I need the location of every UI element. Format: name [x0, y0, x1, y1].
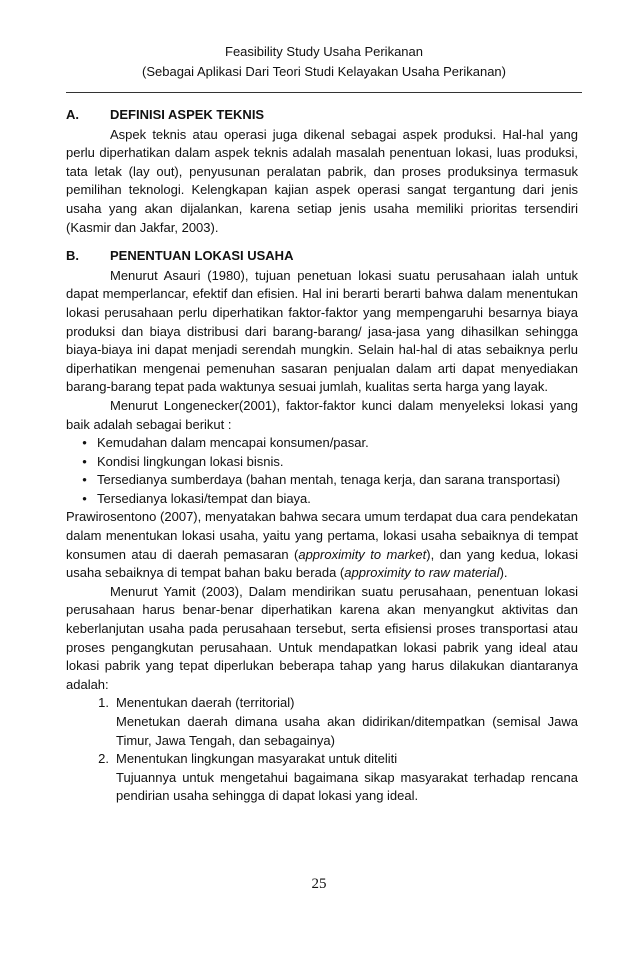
step-description: Tujuannya untuk mengetahui bagaimana sikap masyarakat terhadap rencana pendirian usaha sehingga di dapat lokasi yang ideal. [116, 769, 578, 804]
location-steps-list [66, 694, 578, 806]
section-a-paragraph: Aspek teknis atau operasi juga dikenal sebagai aspek produksi. Hal-hal yang perlu diperhatikan dalam aspek teknis adalah masalah penentuan lokasi, luas produksi, tata letak (lay out), penyusunan peralatan pabrik, dan proses produksinya termasuk pemilihan teknologi. Kelengkapan kajian aspek operasi sangat tergantung dari jenis usaha yang akan dijalankan, karena setiap jenis usaha memiliki prioritas tersendiri (Kasmir dan Jakfar, 2003). [66, 126, 578, 235]
section-b-paragraph-3 [66, 508, 578, 582]
section-b-letter: B. [66, 248, 79, 264]
italic-term: approximity to market [298, 546, 427, 562]
section-a-heading [66, 106, 578, 125]
running-header-subtitle: (Sebagai Aplikasi Dari Teori Studi Kelayakan Usaha Perikanan) [142, 64, 506, 79]
page-body [66, 106, 578, 806]
section-b-paragraph-2: Menurut Longenecker(2001), faktor-faktor kunci dalam menyeleksi lokasi yang baik adalah sebagai berikut : [66, 397, 578, 432]
list-item [66, 750, 578, 769]
step-title: Menentukan lingkungan masyarakat untuk diteliti [116, 751, 398, 767]
italic-term: approximity to raw material [344, 565, 500, 581]
step-number: 2. [98, 751, 109, 767]
step-number: 1. [98, 695, 109, 711]
section-b-title: PENENTUAN LOKASI USAHA [110, 248, 294, 264]
section-a-letter: A. [66, 107, 79, 122]
section-b-heading [66, 247, 578, 266]
bullet-icon: • [82, 472, 87, 488]
paragraph-text: ). [499, 565, 508, 581]
location-factors-list [66, 434, 578, 508]
list-item [66, 453, 578, 472]
step-description: Menetukan daerah dimana usaha akan didirikan/ditempatkan (semisal Jawa Timur, Jawa Tengah, dan sebagainya) [116, 714, 578, 748]
list-item [66, 490, 578, 509]
list-item [66, 434, 578, 453]
bullet-icon: • [82, 435, 87, 451]
paragraph-text: Prawirosentono (2007), menyatakan bahwa secara umum terdapat dua cara pendekatan dalam menentukan lokasi usaha, yaitu yang pertama, lokasi usaha sebaiknya di tempat konsumen atau di daerah pemasaran ( [66, 509, 578, 562]
list-item-text: Tersedianya lokasi/tempat dan biaya. [97, 490, 311, 506]
list-item-text: Tersedianya sumberdaya (bahan mentah, tenaga kerja, dan sarana transportasi) [97, 472, 561, 488]
running-header-title: Feasibility Study Usaha Perikanan [225, 44, 423, 59]
step-title: Menentukan daerah (territorial) [116, 695, 295, 711]
list-item-text: Kemudahan dalam mencapai konsumen/pasar. [97, 435, 369, 451]
header-divider [66, 92, 582, 93]
list-item [66, 694, 578, 713]
section-b-paragraph-4: Menurut Yamit (2003), Dalam mendirikan suatu perusahaan, penentuan lokasi perusahaan harus benar-benar diperhatikan karena akan menyangkut aktivitas dan keberlanjutan usaha pada perusahaan tersebut, serta efisiensi proses transportasi atau proses pengangkutan perusahaan. Untuk mendapatkan lokasi pabrik yang ideal atau lokasi pabrik yang tepat diperlukan beberapa tahap yang harus dilakukan diantaranya adalah: [66, 583, 578, 692]
paragraph-text: ), dan yang kedua, lokasi usaha sebaiknya di tempat bahan baku berada ( [66, 546, 578, 581]
bullet-icon: • [82, 490, 87, 506]
list-item-text: Kondisi lingkungan lokasi bisnis. [97, 453, 284, 469]
section-a-title: DEFINISI ASPEK TEKNIS [110, 107, 265, 122]
list-item [66, 471, 578, 490]
section-b-paragraph-1: Menurut Asauri (1980), tujuan penetuan lokasi suatu perusahaan ialah untuk dapat memperlancar, efektif dan efisien. Hal ini berarti berarti bahwa dalam menentukan lokasi perusahaan perlu diperhatikan faktor-faktor yang mempengaruhi besarnya biaya produksi dan biaya distribusi dari barang-barang/ jasa-jasa yang dihasilkan sehingga biaya-biaya ini dapat menjadi serendah mungkin. Selain hal-hal di atas sebaiknya perlu diperhatikan mengenai pemenuhan sasaran penjualan dalam arti dapat menyediakan barang-barang tepat pada waktunya sesuai jumlah, kualitas serta harga yang layak. [66, 267, 578, 395]
page-number: 25 [311, 876, 327, 892]
bullet-icon: • [82, 453, 87, 469]
